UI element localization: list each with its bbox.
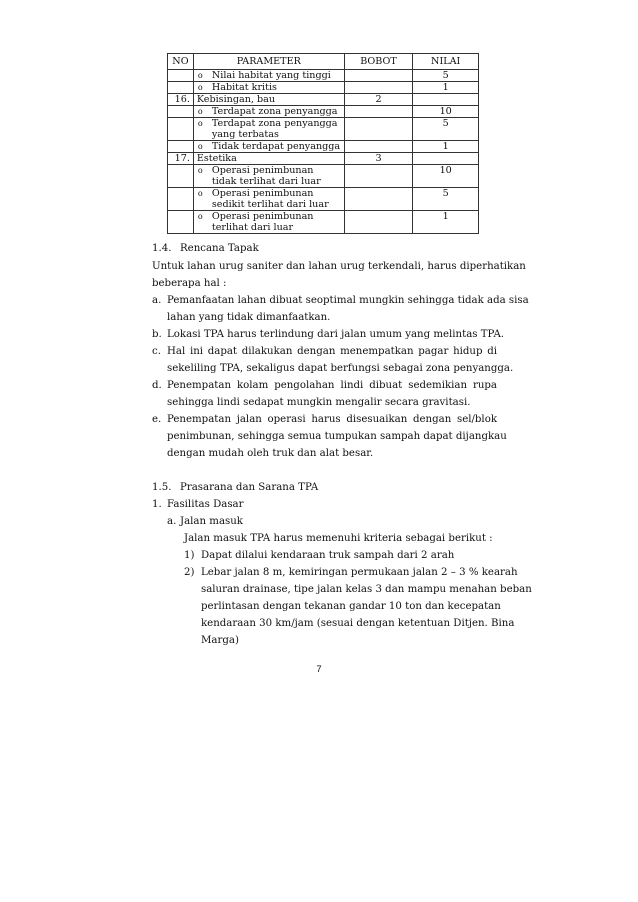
table-row <box>168 153 479 165</box>
bullet-item <box>197 118 341 140</box>
parameter-text: Habitat kritis <box>211 82 277 93</box>
cell-nilai: 1 <box>413 211 479 234</box>
cell-nilai: 10 <box>413 106 479 118</box>
parameter-table <box>167 53 479 234</box>
criteria-2-line-5: Marga) <box>201 635 239 646</box>
section-1-4-intro-line-1: Untuk lahan urug saniter dan lahan urug terkendali, harus diperhatikan <box>152 261 526 272</box>
table-row <box>168 141 479 153</box>
parameter-text: Tidak terdapat penyangga <box>211 141 341 152</box>
subsection-1-heading: Fasilitas Dasar <box>167 499 244 510</box>
cell-nilai <box>413 153 479 165</box>
bullet-circle-icon: o <box>197 119 203 128</box>
table-row <box>168 106 479 118</box>
parameter-text: Terdapat zona penyangga yang terbatas <box>211 118 338 140</box>
cell-parameter <box>193 70 344 82</box>
cell-parameter <box>193 82 344 94</box>
cell-no <box>168 211 194 234</box>
list-item-c-line-1: Hal ini dapat dilakukan dengan menempatkan pagar hidup di <box>167 346 497 357</box>
cell-bobot <box>344 188 413 211</box>
bullet-item <box>197 106 341 117</box>
table-row <box>168 188 479 211</box>
bullet-circle-icon: o <box>197 71 203 80</box>
criteria-2-line-3: perlintasan dengan tekanan gandar 10 ton dan kecepatan <box>201 601 501 612</box>
cell-parameter <box>193 118 344 141</box>
list-item-b-marker: b. <box>152 329 162 340</box>
criteria-2-line-1: Lebar jalan 8 m, kemiringan permukaan jalan 2 – 3 % kearah <box>201 567 518 578</box>
cell-nilai <box>413 94 479 106</box>
header-nilai: NILAI <box>413 54 479 70</box>
subsection-1-number: 1. <box>152 499 162 510</box>
parameter-text: Operasi penimbunan sedikit terlihat dari luar <box>211 188 329 210</box>
section-1-5-number: 1.5. <box>152 482 172 493</box>
cell-no: 17. <box>168 153 194 165</box>
table-row <box>168 118 479 141</box>
criteria-1-number: 1) <box>184 550 195 561</box>
cell-no <box>168 118 194 141</box>
table-row <box>168 70 479 82</box>
table-header-row <box>168 54 479 70</box>
parameter-text: Terdapat zona penyangga <box>211 106 338 117</box>
list-item-e-marker: e. <box>152 414 162 425</box>
cell-no <box>168 188 194 211</box>
list-item-b-line-1: Lokasi TPA harus terlindung dari jalan umum yang melintas TPA. <box>167 329 505 340</box>
section-1-4-heading: Rencana Tapak <box>180 243 259 254</box>
criteria-2-number: 2) <box>184 567 195 578</box>
cell-bobot <box>344 141 413 153</box>
bullet-circle-icon: o <box>197 189 203 198</box>
cell-bobot <box>344 118 413 141</box>
list-item-c-marker: c. <box>152 346 161 357</box>
list-item-d-line-1: Penempatan kolam pengolahan lindi dibuat sedemikian rupa <box>167 380 497 391</box>
criteria-2-line-4: kendaraan 30 km/jam (sesuai dengan ketentuan Ditjen. Bina <box>201 618 515 629</box>
cell-no: 16. <box>168 94 194 106</box>
cell-bobot <box>344 70 413 82</box>
header-parameter: PARAMETER <box>193 54 344 70</box>
cell-no <box>168 106 194 118</box>
bullet-item <box>197 165 341 187</box>
list-item-d-marker: d. <box>152 380 162 391</box>
cell-nilai: 5 <box>413 188 479 211</box>
criteria-1-line-1: Dapat dilalui kendaraan truk sampah dari 2 arah <box>201 550 455 561</box>
cell-no <box>168 141 194 153</box>
bullet-circle-icon: o <box>197 166 203 175</box>
parameter-text: Nilai habitat yang tinggi <box>211 70 331 81</box>
list-item-e-line-2: penimbunan, sehingga semua tumpukan sampah dapat dijangkau <box>167 431 507 442</box>
subsection-a-number: a. <box>167 516 177 527</box>
cell-nilai: 1 <box>413 82 479 94</box>
cell-no <box>168 70 194 82</box>
list-item-e-line-3: dengan mudah oleh truk dan alat besar. <box>167 448 374 459</box>
list-item-c-line-2: sekeliling TPA, sekaligus dapat berfungsi sebagai zona penyangga. <box>167 363 514 374</box>
bullet-item <box>197 141 341 152</box>
cell-no <box>168 82 194 94</box>
cell-bobot <box>344 82 413 94</box>
cell-nilai: 10 <box>413 165 479 188</box>
table-row <box>168 165 479 188</box>
section-1-4-number: 1.4. <box>152 243 172 254</box>
page-number: 7 <box>316 664 322 675</box>
criteria-intro: Jalan masuk TPA harus memenuhi kriteria sebagai berikut : <box>184 533 493 544</box>
cell-parameter: Estetika <box>193 153 344 165</box>
cell-parameter <box>193 188 344 211</box>
cell-no <box>168 165 194 188</box>
list-item-a-marker: a. <box>152 295 162 306</box>
cell-bobot <box>344 165 413 188</box>
section-1-4-intro-line-2: beberapa hal : <box>152 278 227 289</box>
bullet-circle-icon: o <box>197 83 203 92</box>
section-1-5-heading: Prasarana dan Sarana TPA <box>180 482 319 493</box>
table-row <box>168 82 479 94</box>
header-no: NO <box>168 54 194 70</box>
bullet-item <box>197 82 341 93</box>
list-item-a-line-1: Pemanfaatan lahan dibuat seoptimal mungkin sehingga tidak ada sisa <box>167 295 529 306</box>
bullet-circle-icon: o <box>197 107 203 116</box>
table-row <box>168 211 479 234</box>
parameter-text: Operasi penimbunan terlihat dari luar <box>211 211 314 233</box>
cell-nilai: 5 <box>413 70 479 82</box>
cell-nilai: 1 <box>413 141 479 153</box>
cell-bobot <box>344 211 413 234</box>
cell-bobot <box>344 106 413 118</box>
header-bobot: BOBOT <box>344 54 413 70</box>
criteria-2-line-2: saluran drainase, tipe jalan kelas 3 dan mampu menahan beban <box>201 584 532 595</box>
bullet-circle-icon: o <box>197 142 203 151</box>
cell-parameter <box>193 165 344 188</box>
subsection-a-heading: Jalan masuk <box>180 516 243 527</box>
cell-bobot: 3 <box>344 153 413 165</box>
list-item-a-line-2: lahan yang tidak dimanfaatkan. <box>167 312 331 323</box>
cell-parameter <box>193 141 344 153</box>
table-row <box>168 94 479 106</box>
cell-bobot: 2 <box>344 94 413 106</box>
bullet-item <box>197 188 341 210</box>
cell-nilai: 5 <box>413 118 479 141</box>
cell-parameter <box>193 106 344 118</box>
bullet-circle-icon: o <box>197 212 203 221</box>
parameter-text: Operasi penimbunan tidak terlihat dari luar <box>211 165 321 187</box>
table-body <box>168 70 479 234</box>
cell-parameter <box>193 211 344 234</box>
bullet-item <box>197 211 341 233</box>
bullet-item <box>197 70 341 81</box>
list-item-e-line-1: Penempatan jalan operasi harus disesuaikan dengan sel/blok <box>167 414 497 425</box>
list-item-d-line-2: sehingga lindi sedapat mungkin mengalir secara gravitasi. <box>167 397 471 408</box>
cell-parameter: Kebisingan, bau <box>193 94 344 106</box>
